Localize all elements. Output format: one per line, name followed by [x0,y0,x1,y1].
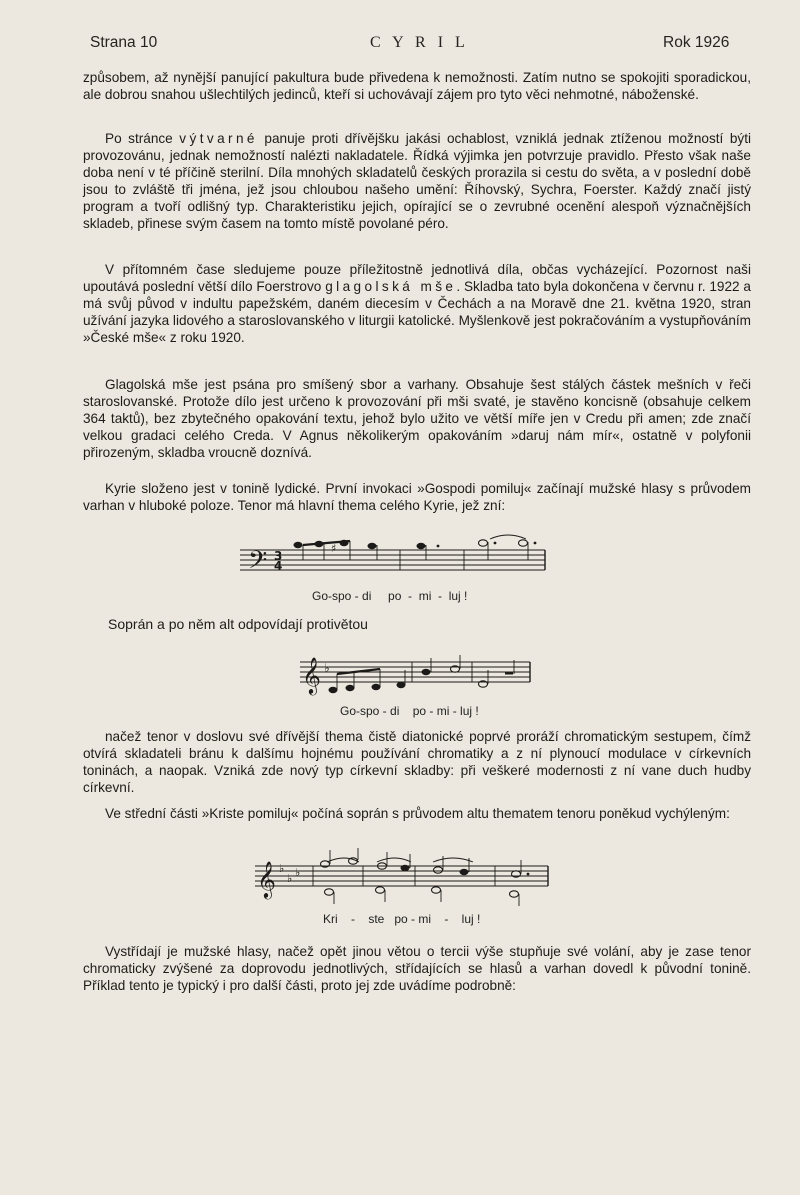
svg-text:♭: ♭ [295,866,301,879]
paragraph-text: Po stránce [105,131,180,146]
paragraph-text: načež tenor v doslovu své dřívější thema čistě diatonické poprvé proráží chromatickým sestupem, čímž otvírá skladateli bránu k dalšímu hojnému používání chromatiky a z ní plynoucí modulace v církevních toninách, a naopak. Vzniká zde nový typ církevní skladby: při veškeré modernosti z ní vane duch hudby církevní. [83,729,751,795]
paragraph-text: V přítomném čase sledujeme pouze příležitostně jednotlivá díla, občas vycházející. Pozornost naši upoutává poslední větší dílo Foerstrovo [83,262,751,294]
svg-text:𝄞: 𝄞 [302,656,321,694]
paragraph-text: Kyrie složeno jest v tonině lydické. První invokaci »Gospodi pomiluj« začínají mužské hlasy s průvodem varhan v hluboké poloze. Tenor má hlavní thema celého Kyrie, jež zní: [83,481,751,513]
lyrics-1: Go-spo - di po - mi - luj ! [312,589,468,603]
svg-text:♭: ♭ [279,862,285,875]
paragraph-text: panuje proti dřívějšku jakási ochablost, vzniklá jednak ztíženou možností býti provozovánu, jednak nemožností nalézti nakladatele. Řídká výjimka jen potvrzuje pravidlo. Přesto však naše doba není v té příčině sterilní. Díla mnohých skladatelů českých prorazila si cestu do světa, a v poslední době jsou to zvláště tři jména, jež jsou chloubou našeho umění: Říhovský, Sychra, Foerster. Každý značí jistý program a tvoří odlišný typ. Charakteristiku jejich, opírající se o zevrubné ocenění alespoň význačnějších skladeb, přinese svým časem na tomto místě povolané péro. [83,131,751,231]
spaced-emphasis: glagolská mše [325,278,457,294]
svg-text:♯: ♯ [331,542,337,555]
paragraph [83,729,751,797]
spaced-emphasis: výtvarné [179,131,258,146]
svg-text:𝄢: 𝄢 [248,546,268,581]
lyrics-3: Kri - ste po - mi - luj ! [323,912,481,926]
paragraph-text: Ve střední části »Kriste pomiluj« počíná soprán s průvodem altu thematem tenoru poněkud vychýleným: [105,806,730,821]
paragraph [83,262,751,347]
page-number: Strana 10 [90,34,158,51]
svg-text:3: 3 [274,549,283,563]
svg-text:♭: ♭ [324,661,330,675]
lyrics-2: Go-spo - di po - mi - luj ! [340,704,479,718]
paragraph [83,806,751,823]
svg-text:4: 4 [274,559,283,573]
paragraph-text: Vystřídají je mužské hlasy, načež opět jinou větou o tercii výše stupňuje své volání, aby je zase tenor chromaticky zvýšené za doprovodu jednotlivých, střídajících se hlasů a varhan dovedl k původní tonině. Příklad tento je typický i pro další části, proto jej zde uvádíme podrobně: [83,944,751,993]
music-example-1 [240,535,550,585]
paragraph [83,944,751,995]
paragraph [83,377,751,462]
paragraph [83,131,751,232]
paragraph-text: způsobem, až nynější panující pakultura bude přivedena k nemožnosti. Zatím nutno se spokojiti sporadickou, ale dobrou snahou ušlechtilých jedinců, kteří si uchovávají zájem pro tyto věci nehmotné, náboženské. [83,70,751,102]
journal-title: C Y R I L [370,34,469,51]
interlude-text: Soprán a po něm alt odpovídají protivětou [108,616,368,632]
svg-text:𝄞: 𝄞 [257,860,276,898]
year-label: Rok 1926 [663,34,730,51]
paragraph-text: Glagolská mše jest psána pro smíšený sbor a varhany. Obsahuje šest stálých částek mešních v řeči staroslovanské. Protože dílo jest určeno k provozování při mši svaté, je stavěno koncisně (obsahuje celkem 364 taktů), bez zbytečného opakování textu, jehož bylo užito ve větší míře jen v Credu při amen; zde značí velkou gradaci celého Creda. V Agnus několikerým opakováním »daruj nám mír«, ostatně v polyfonii přirozeným, skladba vroucně doznívá. [83,377,751,460]
paragraph-text: . Skladba tato byla dokončena v červnu r. 1922 a má svůj původ v indultu papežském, daném diecesím v Čechách a na Moravě dne 21. května 1920, stran užívání jazyka lidového a staroslovanského v liturgii katolické. Myšlenkově jest pokračováním a vystupňováním »České mše« z roku 1920. [83,278,751,345]
paragraph [83,70,751,104]
svg-text:♭: ♭ [287,872,293,885]
music-example-2 [300,650,540,700]
paragraph [83,481,751,515]
music-example-3 [255,852,555,910]
